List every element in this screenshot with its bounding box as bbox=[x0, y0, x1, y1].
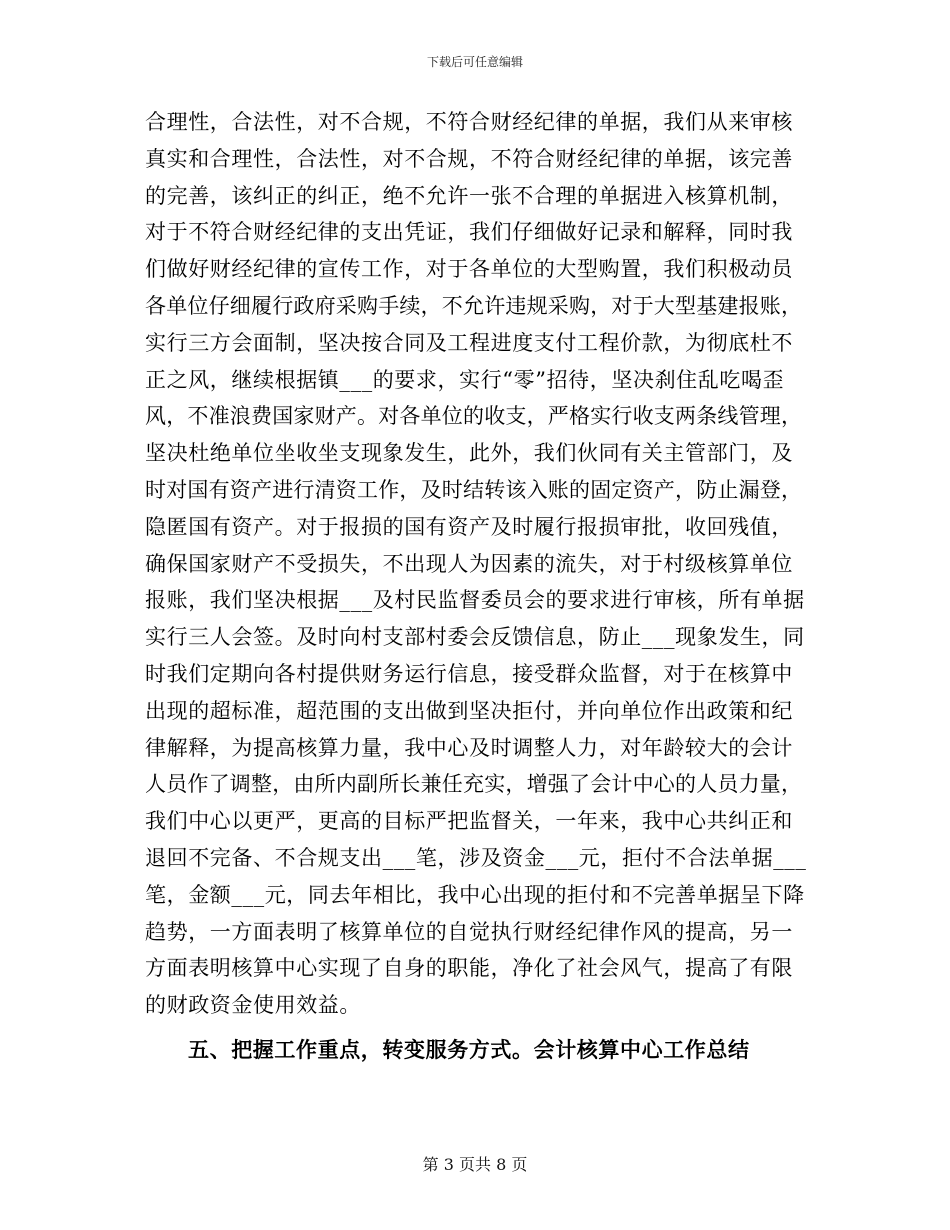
body-line: 律解释，为提高核算力量，我中心及时调整人力，对年龄较大的会计 bbox=[145, 735, 793, 760]
body-line: 退回不完备、不合规支出___笔，涉及资金___元，拒付不合法单据___ bbox=[145, 845, 807, 870]
body-line: 风，不准浪费国家财产。对各单位的收支，严格实行收支两条线管理， bbox=[145, 404, 803, 429]
body-text bbox=[145, 104, 807, 1024]
body-line: 我们中心以更严，更高的目标严把监督关，一年来，我中心共纠正和 bbox=[145, 809, 793, 834]
body-line: 人员作了调整，由所内副所长兼任充实，增强了会计中心的人员力量， bbox=[145, 772, 803, 797]
body-line: 各单位仔细履行政府采购手续，不允许违规采购，对于大型基建报账， bbox=[145, 293, 803, 318]
section-heading: 五、把握工作重点，转变服务方式。会计核算中心工作总结 bbox=[188, 1037, 750, 1062]
body-line: 的完善，该纠正的纠正，绝不允许一张不合理的单据进入核算机制， bbox=[145, 183, 793, 208]
body-line: 合理性，合法性，对不合规，不符合财经纪律的单据，我们从来审核 bbox=[145, 110, 793, 134]
body-line: 正之风，继续根据镇___的要求，实行“零”招待，坚决刹住乱吃喝歪 bbox=[145, 367, 785, 392]
body-line: 方面表明核算中心实现了自身的职能，净化了社会风气，提高了有限 bbox=[145, 956, 793, 981]
body-line: 真实和合理性，合法性，对不合规，不符合财经纪律的单据，该完善 bbox=[145, 146, 793, 171]
body-line: 坚决杜绝单位坐收坐支现象发生，此外，我们伙同有关主管部门，及 bbox=[145, 441, 793, 466]
body-line: 对于不符合财经纪律的支出凭证，我们仔细做好记录和解释，同时我 bbox=[145, 220, 793, 245]
body-line: 笔，金额___元，同去年相比，我中心出现的拒付和不完善单据呈下降 bbox=[145, 882, 805, 907]
page-header: 下载后可任意编辑 bbox=[426, 55, 523, 69]
body-line: 趋势，一方面表明了核算单位的自觉执行财经纪律作风的提高，另一 bbox=[145, 919, 793, 944]
body-line: 的财政资金使用效益。 bbox=[145, 993, 361, 1018]
body-line: 隐匿国有资产。对于报损的国有资产及时履行报损审批，收回残值， bbox=[145, 514, 793, 539]
page-number-footer: 第 3 页共 8 页 bbox=[422, 1155, 528, 1174]
body-line: 时我们定期向各村提供财务运行信息，接受群众监督，对于在核算中 bbox=[145, 661, 793, 686]
body-line: 确保国家财产不受损失，不出现人为因素的流失，对于村级核算单位 bbox=[145, 551, 793, 576]
body-line: 实行三人会签。及时向村支部村委会反馈信息，防止___现象发生，同 bbox=[145, 625, 805, 650]
body-line: 时对国有资产进行清资工作，及时结转该入账的固定资产，防止漏登， bbox=[145, 477, 803, 502]
body-line: 报账，我们坚决根据___及村民监督委员会的要求进行审核，所有单据 bbox=[145, 588, 805, 613]
body-line: 出现的超标准，超范围的支出做到坚决拒付，并向单位作出政策和纪 bbox=[145, 698, 793, 723]
body-line: 们做好财经纪律的宣传工作，对于各单位的大型购置，我们积极动员 bbox=[145, 257, 793, 282]
body-line: 实行三方会面制，坚决按合同及工程进度支付工程价款，为彻底杜不 bbox=[145, 330, 793, 355]
